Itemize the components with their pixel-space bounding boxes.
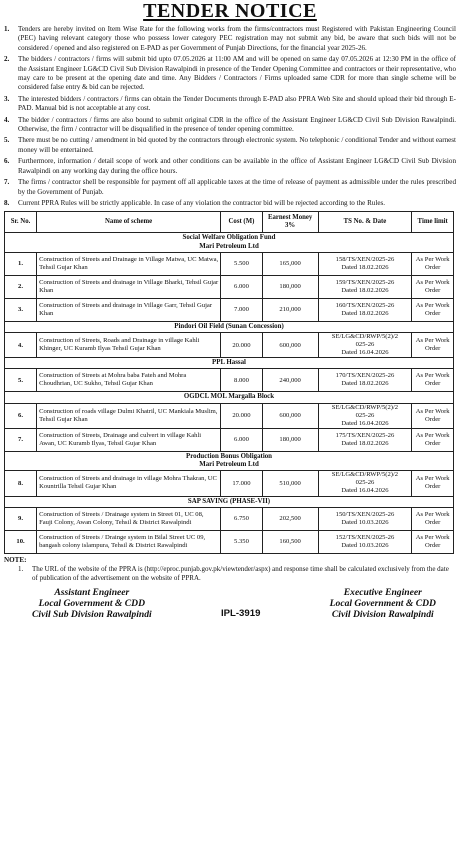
group-heading-row [5, 392, 454, 403]
cell-scheme: Construction of Streets and drainage in village Mohra Thakran, UC Kountrilla Tehsil Gujar Khan [37, 471, 221, 496]
cell-time-limit: As Per Work Order [412, 275, 454, 298]
cell-scheme: Construction of Streets and drainage in Village Garr, Tehsil Gujar Khan [37, 298, 221, 321]
header-sr: Sr. No. [5, 212, 37, 233]
term-item [4, 95, 456, 114]
tender-notice-page [4, 0, 456, 620]
cell-time-limit: As Per Work Order [412, 471, 454, 496]
cell-sr: 5. [5, 369, 37, 392]
group-heading: Production Bonus Obligation Mari Petroleum Ltd [5, 451, 454, 470]
cell-scheme: Construction of Streets, Drainage and culvert in village Kahli Awan, UC Kuramb Ilyas, Tehsil Gujar Khan [37, 428, 221, 451]
note-item [4, 565, 456, 583]
note-number: 1. [18, 564, 24, 573]
term-number: 6. [4, 157, 10, 166]
cell-time-limit: As Per Work Order [412, 332, 454, 357]
cell-cost: 5.500 [221, 252, 263, 275]
table-body [5, 233, 454, 553]
cell-cost: 20.000 [221, 332, 263, 357]
term-number: 7. [4, 178, 10, 187]
note-label: NOTE: [4, 555, 27, 564]
cell-ts-date: 175/TS/XEN/2025-26 Dated 18.02.2026 [318, 428, 412, 451]
term-text: The firms / contractor shell be responsible for payment off all applicable taxes at the time of release of payment as admissible under the rules prescribed by the Government of Punjab. [18, 178, 456, 196]
cell-cost: 6.000 [221, 275, 263, 298]
cell-earnest-money: 210,000 [262, 298, 318, 321]
cell-earnest-money: 180,000 [262, 275, 318, 298]
table-row [5, 471, 454, 496]
term-number: 8. [4, 198, 10, 207]
cell-sr: 2. [5, 275, 37, 298]
table-row [5, 252, 454, 275]
header-time: Time limit [412, 212, 454, 233]
header-ts: TS No. & Date [318, 212, 412, 233]
group-heading-row [5, 321, 454, 332]
cell-cost: 7.000 [221, 298, 263, 321]
sig-right-line: Civil Division Rawalpindi [331, 609, 434, 621]
table-header-row [5, 212, 454, 233]
header-scheme: Name of scheme [37, 212, 221, 233]
cell-time-limit: As Per Work Order [412, 530, 454, 553]
cell-earnest-money: 165,000 [262, 252, 318, 275]
cell-ts-date: SE/LG&CD/RWP/5(2)/2 025-26 Dated 16.04.2026 [318, 332, 412, 357]
cell-earnest-money: 180,000 [262, 428, 318, 451]
cell-sr: 1. [5, 252, 37, 275]
sig-left-line: Local Government & CDD [38, 597, 145, 609]
group-heading-row [5, 358, 454, 369]
cell-ts-date: 160/TS/XEN/2025-26 Dated 18.02.2026 [318, 298, 412, 321]
term-number: 1. [4, 25, 10, 33]
cell-ts-date: SE/LG&CD/RWP/5(2)/2 025-26 Dated 16.04.2026 [318, 471, 412, 496]
table-row [5, 369, 454, 392]
term-text: The bidders / contractors / firms will submit bid upto 07.05.2026 at 11:00 AM and will be opened on same day 07.05.2026 at 12:30 PM in the office of the Assistant Engineer LG&CD Civil Sub Division Rawalpindi in presence of the Tender Opening Committee and contractors or their representative, who may care to be present at the opening date and time. Any Bidders / Contractors / Firms uploaded same CDR for more than single scheme will be considered false entry & bid can be rejected. [18, 55, 456, 92]
cell-earnest-money: 202,500 [262, 507, 318, 530]
cell-scheme: Construction of Streets / Drainage system in Street 01, UC 08, Fauji Colony, Awan Colony, Tehsil & District Rawalpindi [37, 507, 221, 530]
cell-time-limit: As Per Work Order [412, 428, 454, 451]
term-number: 5. [4, 136, 10, 145]
signature-left [32, 587, 152, 621]
term-number: 4. [4, 115, 10, 124]
sig-right-line: Executive Engineer [343, 586, 422, 598]
table-row [5, 275, 454, 298]
cell-earnest-money: 240,000 [262, 369, 318, 392]
group-heading: Social Welfare Obligation Fund Mari Petroleum Ltd [5, 233, 454, 252]
term-item [4, 116, 456, 135]
term-text: Furthermore, information / detail scope of work and other conditions can be available in the office of Assistant Engineer LG&CD Civil Sub Division Rawalpindi on any working day during the office hours. [18, 157, 456, 175]
term-text: There must be no cutting / amendment in bid quoted by the contractors through electronic system. No telephonic / conditional Tender and without earnest money will be entertained. [18, 136, 456, 154]
cell-scheme: Construction of roads village Dulmi Khatril, UC Mankiala Muslim, Tehsil Gujar Khan [37, 403, 221, 428]
header-cost: Cost (M) [221, 212, 263, 233]
cell-time-limit: As Per Work Order [412, 369, 454, 392]
term-number: 2. [4, 55, 10, 64]
group-heading: Pindori Oil Field (Sunan Concession) [5, 321, 454, 332]
group-heading-row [5, 233, 454, 252]
term-text: Current PPRA Rules will be strictly applicable. In case of any violation the contractor bid will be rejected according to the Rules. [18, 198, 386, 207]
group-heading-row [5, 451, 454, 470]
table-row [5, 428, 454, 451]
cell-sr: 3. [5, 298, 37, 321]
cell-earnest-money: 600,000 [262, 403, 318, 428]
cell-scheme: Construction of Streets at Mohra baba Fateh and Mohra Choudhrian, UC Sukho, Tehsil Gujar Khan [37, 369, 221, 392]
cell-sr: 9. [5, 507, 37, 530]
cell-time-limit: As Per Work Order [412, 403, 454, 428]
page-title: TENDER NOTICE [143, 0, 317, 22]
cell-ts-date: 170/TS/XEN/2025-26 Dated 18.02.2026 [318, 369, 412, 392]
sig-right-line: Local Government & CDD [329, 597, 436, 609]
group-heading-row [5, 496, 454, 507]
term-item [4, 136, 456, 155]
cell-sr: 6. [5, 403, 37, 428]
cell-time-limit: As Per Work Order [412, 298, 454, 321]
cell-time-limit: As Per Work Order [412, 507, 454, 530]
works-table [4, 211, 454, 553]
term-item [4, 178, 456, 197]
sig-left-line: Assistant Engineer [54, 586, 130, 598]
cell-time-limit: As Per Work Order [412, 252, 454, 275]
cell-scheme: Construction of Streets / Drainge system in Bilal Street UC 09, bangash colony islampura, Tehsil & District Rawalpindi [37, 530, 221, 553]
cell-cost: 8.000 [221, 369, 263, 392]
cell-earnest-money: 160,500 [262, 530, 318, 553]
term-item [4, 55, 456, 93]
cell-ts-date: 150/TS/XEN/2025-26 Dated 10.03.2026 [318, 507, 412, 530]
cell-sr: 7. [5, 428, 37, 451]
ipl-number: IPL-3919 [220, 608, 261, 620]
table-row [5, 298, 454, 321]
term-text: The bidder / contractors / firms are also bound to submit original CDR in the office of the Assistant Engineer LG&CD Civil Sub Division Rawalpindi. Otherwise, the firm / contractor will be disqualified in the presence of tender opening committee. [18, 115, 456, 134]
cell-ts-date: 152/TS/XEN/2025-26 Dated 10.03.2026 [318, 530, 412, 553]
term-text: The interested bidders / contractors / firms can obtain the Tender Documents through E-PAD also PPRA Web Site and should upload their bid through E-PAD. Manual bid is not acceptable at any cost. [18, 94, 456, 113]
group-heading: SAP SAVING (PHASE-VII) [5, 496, 454, 507]
cell-earnest-money: 510,000 [262, 471, 318, 496]
group-heading: PPL Hassal [5, 358, 454, 369]
term-number: 3. [4, 94, 10, 103]
cell-sr: 10. [5, 530, 37, 553]
table-row [5, 507, 454, 530]
cell-sr: 4. [5, 332, 37, 357]
term-item [4, 157, 456, 176]
cell-earnest-money: 600,000 [262, 332, 318, 357]
terms-list [4, 25, 456, 208]
term-item [4, 199, 456, 208]
signature-row [4, 587, 456, 621]
cell-sr: 8. [5, 471, 37, 496]
cell-cost: 17.000 [221, 471, 263, 496]
cell-cost: 6.750 [221, 507, 263, 530]
term-item [4, 25, 456, 53]
title-wrap [4, 0, 456, 22]
cell-cost: 5.350 [221, 530, 263, 553]
sig-left-line: Civil Sub Division Rawalpindi [32, 609, 152, 621]
cell-ts-date: SE/LG&CD/RWP/5(2)/2 025-26 Dated 16.04.2026 [318, 403, 412, 428]
table-row [5, 332, 454, 357]
cell-scheme: Construction of Streets, Roads and Drainage in village Kahli Khinger, UC Kuramb Ilyas Tehsil Gujar Khan [37, 332, 221, 357]
cell-cost: 6.000 [221, 428, 263, 451]
cell-scheme: Construction of Streets and Drainage in Village Matwa, UC Matwa, Tehsil Gujar Khan [37, 252, 221, 275]
cell-cost: 20.000 [221, 403, 263, 428]
cell-ts-date: 158/TS/XEN/2025-26 Dated 18.02.2026 [318, 252, 412, 275]
cell-ts-date: 159/TS/XEN/2025-26 Dated 18.02.2026 [318, 275, 412, 298]
signature-right [330, 587, 436, 621]
note-text: The URL of the website of the PPRA is (http://eproc.punjab.gov.pk/viewtender/aspx) and response time shall be calculated exclusively from the date of publication of the advertisement on the website of PPRA. [32, 564, 449, 582]
table-row [5, 530, 454, 553]
table-row [5, 403, 454, 428]
cell-scheme: Construction of Streets and drainage in Village Bharki, Tehsil Gujar Khan [37, 275, 221, 298]
header-money: Earnest Money 3% [262, 212, 318, 233]
term-text: Tenders are hereby invited on Item Wise Rate for the following works from the firms/contractors must Registered with Pakistan Engineering Council (PEC) having relevant category those who possess lower category PEC registration may not submit any bid, be aware that such bids will not be considered / opened and also registered on E-PAD as per Government of Punjab Directions, for the financial year 2025-26. [18, 25, 456, 52]
group-heading: OGDCL MOL Margalla Block [5, 392, 454, 403]
